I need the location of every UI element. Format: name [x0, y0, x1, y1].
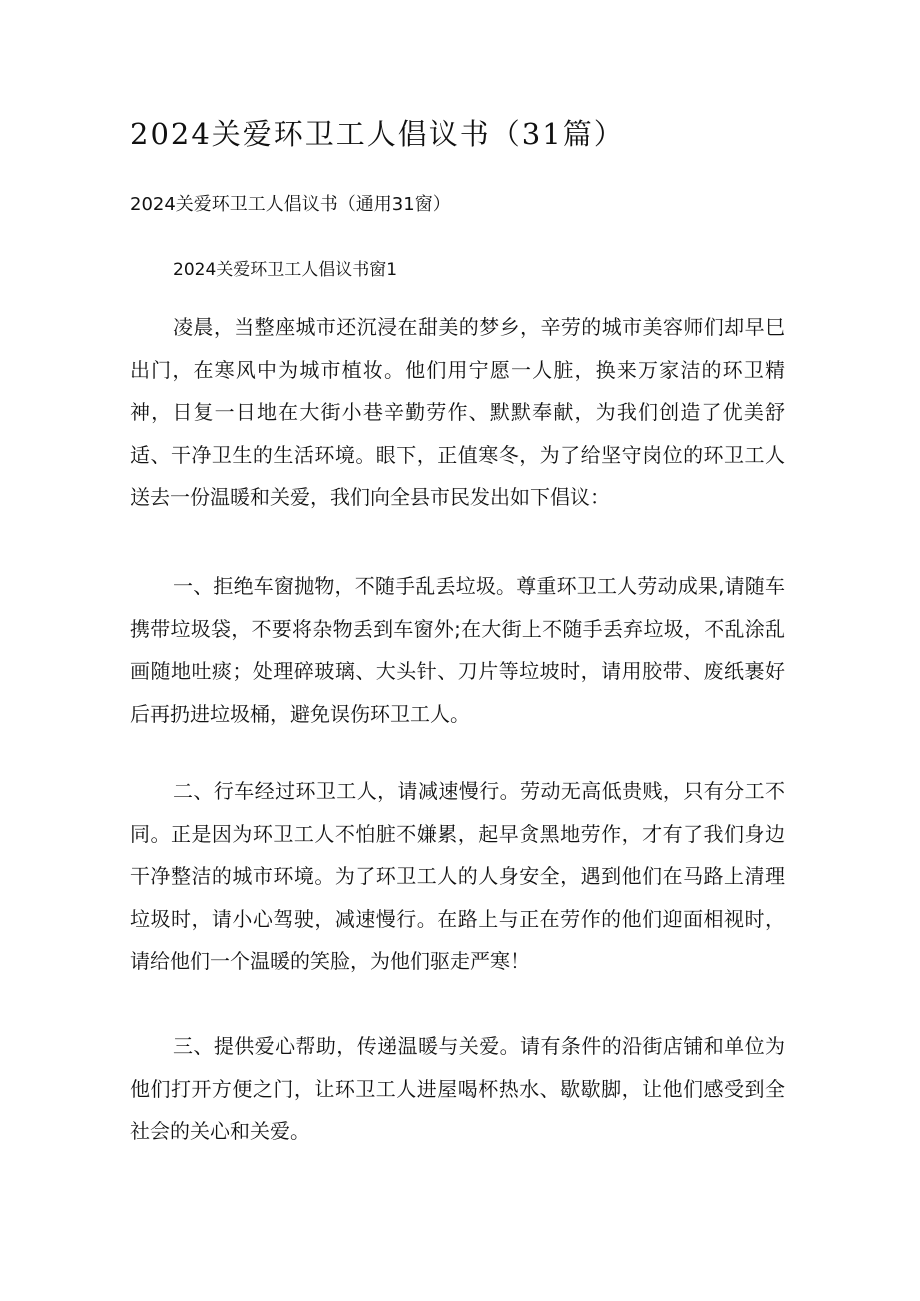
- section-heading: 2024关爱环卫工人倡议书窗1: [173, 260, 398, 280]
- paragraph-proposal-2: 二、行车经过环卫工人，请减速慢行。劳动无高低贵贱，只有分工不同。正是因为环卫工人不怕脏不嫌累，起早贪黑地劳作，才有了我们身边干净整洁的城市环境。为了环卫工人的人身安全，遇到他们在马路上清理垃圾时，请小心驾驶，减速慢行。在路上与正在劳作的他们迎面相视时，请给他们一个温暖的笑脸，为他们驱走严寒！: [130, 779, 785, 973]
- paragraph-proposal-3: 三、提供爱心帮助，传递温暖与关爱。请有条件的沿街店铺和单位为他们打开方便之门，让环卫工人进屋喝杯热水、歇歇脚，让他们感受到全社会的关心和关爱。: [130, 1034, 785, 1143]
- paragraph-intro: 凌晨，当整座城市还沉浸在甜美的梦乡，辛劳的城市美容师们却早巳出门，在寒风中为城市植妆。他们用宁愿一人脏，换来万家洁的环卫精神，日复一日地在大街小巷辛勤劳作、默默奉献，为我们创造了优美舒适、干净卫生的生活环境。眼下，正值寒冬，为了给坚守岗位的环卫工人送去一份温暖和关爱，我们向全县市民发出如下倡议：: [130, 315, 785, 509]
- document-title: 2024关爱环卫工人倡议书（31篇）: [130, 117, 625, 151]
- document-subtitle: 2024关爱环卫工人倡议书（通用31窗）: [130, 194, 451, 215]
- paragraph-proposal-1: 一、拒绝车窗抛物，不随手乱丢垃圾。尊重环卫工人劳动成果,请随车携带垃圾袋，不要将杂物丢到车窗外;在大街上不随手丢弃垃圾，不乱涂乱画随地吐痰；处理碎玻璃、大头针、刀片等垃坡时，请用胶带、废纸裹好后再扔进垃圾桶，避免误伤环卫工人。: [130, 574, 785, 726]
